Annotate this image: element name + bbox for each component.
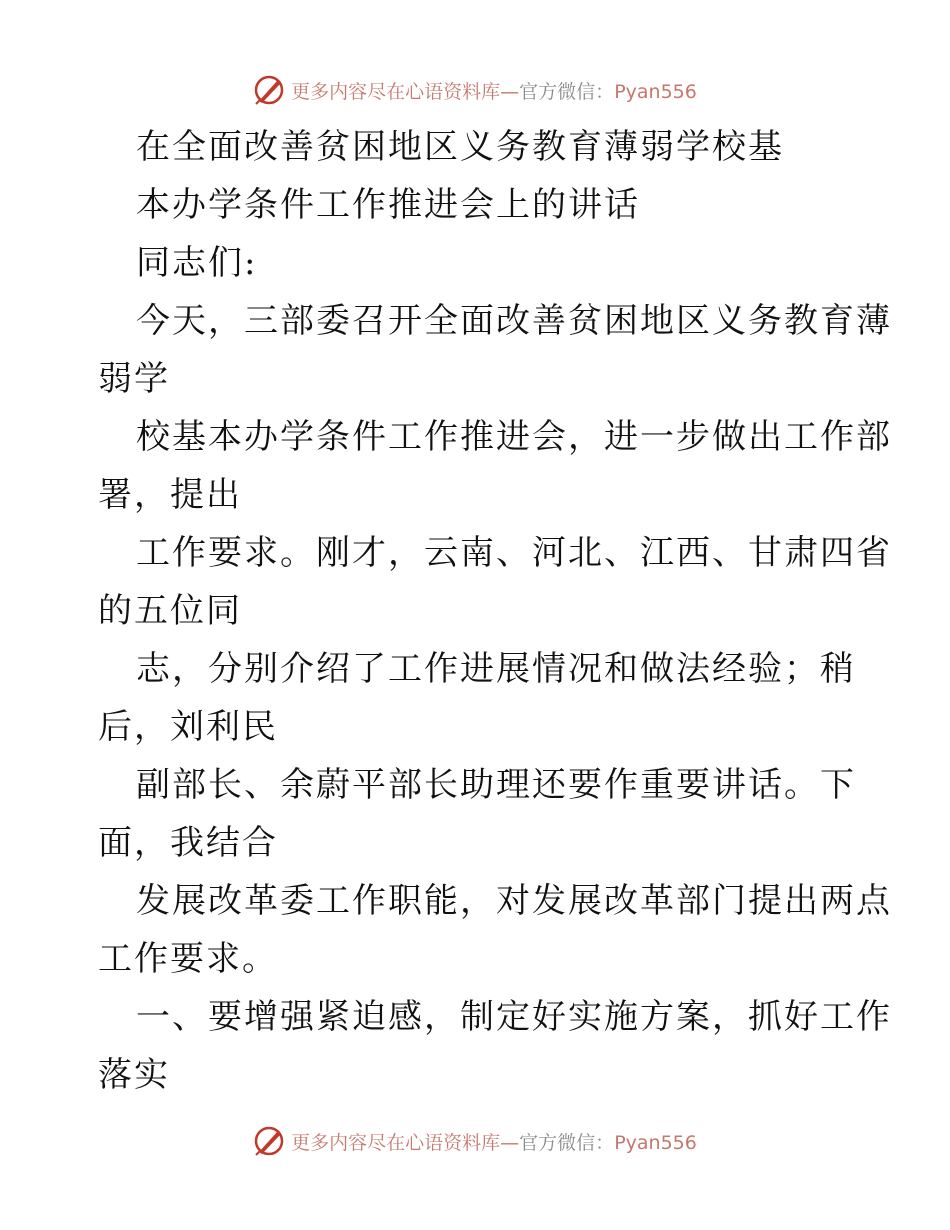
watermark-text: 更多内容尽在心语资料库—官方微信：Pyan556 [291, 1131, 697, 1154]
paragraph-line: 校基本办学条件工作推进会，进一步做出工作部 [136, 417, 892, 457]
paragraph-line: 弱学 [98, 359, 170, 399]
section-heading-line: 一、要增强紧迫感，制定好实施方案，抓好工作 [136, 997, 892, 1037]
paragraph-line: 发展改革委工作职能，对发展改革部门提出两点 [136, 881, 892, 921]
section-heading-line: 落实 [98, 1055, 170, 1095]
paragraph-line: 志，分别介绍了工作进展情况和做法经验；稍 [136, 649, 856, 689]
watermark-text: 更多内容尽在心语资料库—官方微信：Pyan556 [291, 80, 697, 103]
quill-logo-icon [253, 74, 285, 106]
paragraph-line: 后，刘利民 [98, 707, 278, 747]
paragraph-line: 副部长、余蔚平部长助理还要作重要讲话。下 [136, 765, 856, 805]
watermark-header [0, 70, 950, 110]
paragraph-line: 署，提出 [98, 475, 242, 515]
paragraph-line: 今天，三部委召开全面改善贫困地区义务教育薄 [136, 301, 892, 341]
paragraph-line: 面，我结合 [98, 823, 278, 863]
document-title-line-2: 本办学条件工作推进会上的讲话 [136, 185, 640, 225]
salutation: 同志们: [136, 243, 258, 283]
paragraph-line: 工作要求。 [98, 939, 278, 979]
paragraph-line: 的五位同 [98, 591, 242, 631]
watermark-footer [0, 1121, 950, 1161]
quill-logo-icon [253, 1125, 285, 1157]
paragraph-line: 工作要求。刚才，云南、河北、江西、甘肃四省 [136, 533, 892, 573]
document-title-line-1: 在全面改善贫困地区义务教育薄弱学校基 [136, 127, 784, 167]
